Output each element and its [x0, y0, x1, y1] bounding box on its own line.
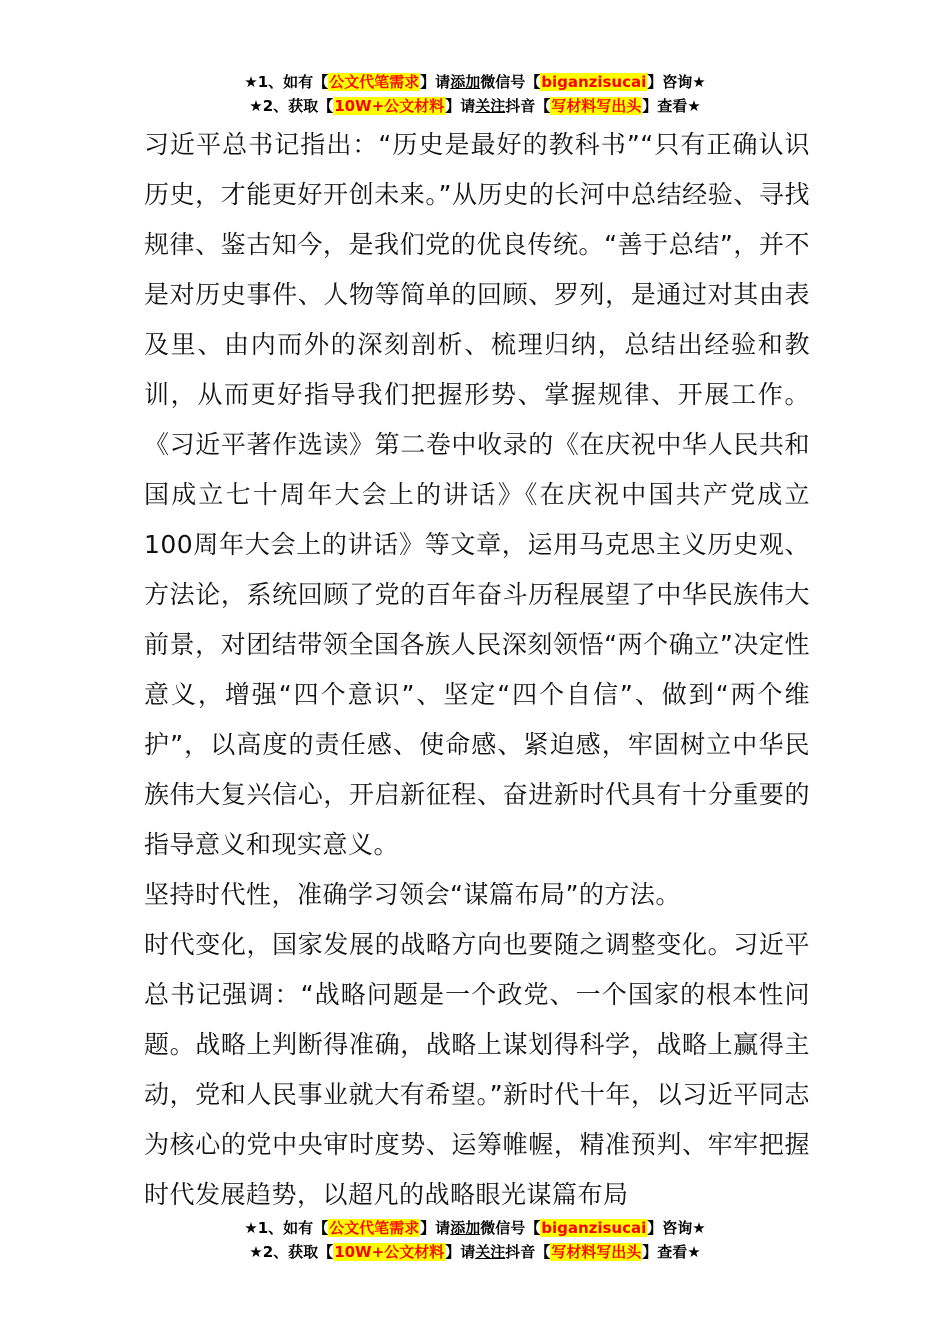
footer-banner	[0, 1216, 950, 1264]
banner-text: 】查看★	[642, 97, 701, 115]
highlight-wechat-id: biganzisucai	[541, 73, 647, 91]
banner-text: 】请	[445, 1243, 476, 1261]
highlight-douyin-account: 写材料写出头	[551, 97, 642, 115]
banner-text: ★1、如有【	[244, 1219, 329, 1237]
banner-text: ★2、获取【	[249, 1243, 334, 1261]
body-paragraph: 时代变化，国家发展的战略方向也要随之调整变化。习近平总书记强调：“战略问题是一个政党、一个国家的根本性问题。战略上判断得准确，战略上谋划得科学，战略上赢得主动，党和人民事业就大有希望。”新时代十年，以习近平同志为核心的党中央审时度势、运筹帷幄，精准预判、牢牢把握时代发展趋势，以超凡的战略眼光谋篇布局	[144, 930, 810, 1209]
highlight-wechat-id: biganzisucai	[541, 1219, 647, 1237]
banner-text: ★1、如有【	[244, 73, 329, 91]
highlight-materials: 10W+公文材料	[334, 1243, 445, 1261]
header-banner	[0, 70, 950, 118]
header-line-1	[0, 70, 950, 94]
document-body	[144, 120, 810, 1220]
body-paragraph: 习近平总书记指出：“历史是最好的教科书”“只有正确认识历史，才能更好开创未来。”从历史的长河中总结经验、寻找规律、鉴古知今，是我们党的优良传统。“善于总结”，并不是对历史事件、人物等简单的回顾、罗列，是通过对其由表及里、由内而外的深刻剖析、梳理归纳，总结出经验和教训，从而更好指导我们把握形势、掌握规律、开展工作。《习近平著作选读》第二卷中收录的《在庆祝中华人民共和国成立七十周年大会上的讲话》《在庆祝中国共产党成立100周年大会上的讲话》等文章，运用马克思主义历史观、方法论，系统回顾了党的百年奋斗历程展望了中华民族伟大前景，对团结带领全国各族人民深刻领悟“两个确立”决定性意义，增强“四个意识”、坚定“四个自信”、做到“两个维护”，以高度的责任感、使命感、紧迫感，牢固树立中华民族伟大复兴信心，开启新征程、奋进新时代具有十分重要的指导意义和现实意义。	[144, 130, 810, 859]
banner-underlined-text: 关注	[475, 97, 506, 115]
banner-underlined-text: 添加	[450, 1219, 481, 1237]
banner-text: 】请	[420, 1219, 451, 1237]
banner-text: 】查看★	[642, 1243, 701, 1261]
banner-text: 微信号【	[480, 73, 541, 91]
banner-text: ★2、获取【	[249, 97, 334, 115]
banner-text: 】请	[445, 97, 476, 115]
banner-underlined-text: 添加	[450, 73, 481, 91]
banner-text: 】咨询★	[647, 73, 706, 91]
footer-line-2	[0, 1240, 950, 1264]
header-line-2	[0, 94, 950, 118]
banner-text: 】请	[420, 73, 451, 91]
banner-underlined-text: 关注	[475, 1243, 506, 1261]
banner-text: 抖音【	[505, 1243, 551, 1261]
highlight-douyin-account: 写材料写出头	[551, 1243, 642, 1261]
footer-line-1	[0, 1216, 950, 1240]
highlight-service: 公文代笔需求	[329, 1219, 420, 1237]
highlight-materials: 10W+公文材料	[334, 97, 445, 115]
highlight-service: 公文代笔需求	[329, 73, 420, 91]
section-heading-paragraph: 坚持时代性，准确学习领会“谋篇布局”的方法。	[144, 880, 681, 909]
banner-text: 】咨询★	[647, 1219, 706, 1237]
banner-text: 微信号【	[480, 1219, 541, 1237]
banner-text: 抖音【	[505, 97, 551, 115]
